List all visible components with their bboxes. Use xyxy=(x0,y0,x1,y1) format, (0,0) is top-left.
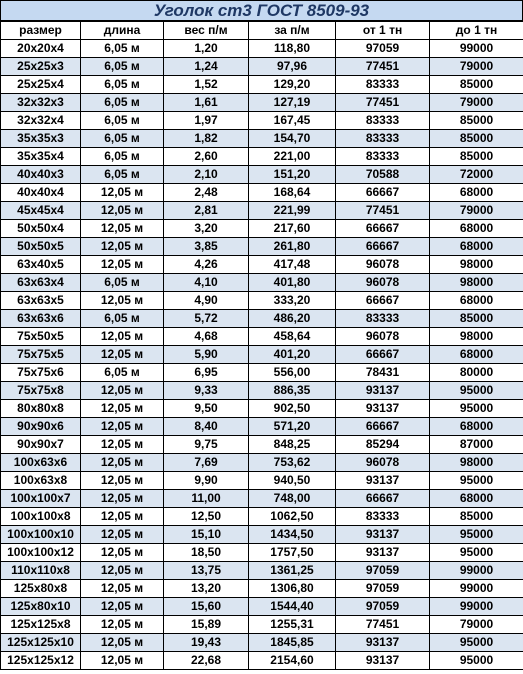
table-row xyxy=(1,364,523,382)
table-row xyxy=(1,130,523,148)
sheet-title: Уголок ст3 ГОСТ 8509-93 xyxy=(0,0,523,21)
cell-length: 12,05 м xyxy=(81,562,164,580)
column-header-weight: вес п/м xyxy=(164,22,249,40)
cell-price-per-meter: 401,80 xyxy=(249,274,336,292)
table-row xyxy=(1,274,523,292)
cell-weight: 4,10 xyxy=(164,274,249,292)
cell-price-from-1t: 93137 xyxy=(336,382,430,400)
cell-price-per-meter: 97,96 xyxy=(249,58,336,76)
column-header-price-from-1t: от 1 тн xyxy=(336,22,430,40)
cell-price-to-1t: 98000 xyxy=(430,274,523,292)
cell-length: 6,05 м xyxy=(81,40,164,58)
cell-price-per-meter: 1544,40 xyxy=(249,598,336,616)
cell-size: 63x63x5 xyxy=(1,292,81,310)
cell-price-from-1t: 77451 xyxy=(336,58,430,76)
table-row xyxy=(1,76,523,94)
cell-price-per-meter: 2154,60 xyxy=(249,652,336,670)
table-row xyxy=(1,202,523,220)
cell-size: 63x63x4 xyxy=(1,274,81,292)
cell-price-from-1t: 77451 xyxy=(336,616,430,634)
cell-length: 6,05 м xyxy=(81,76,164,94)
cell-price-from-1t: 93137 xyxy=(336,652,430,670)
cell-size: 63x40x5 xyxy=(1,256,81,274)
cell-price-to-1t: 85000 xyxy=(430,130,523,148)
cell-price-to-1t: 95000 xyxy=(430,544,523,562)
cell-price-from-1t: 83333 xyxy=(336,508,430,526)
cell-length: 12,05 м xyxy=(81,220,164,238)
cell-length: 6,05 м xyxy=(81,148,164,166)
cell-price-to-1t: 99000 xyxy=(430,562,523,580)
cell-price-per-meter: 401,20 xyxy=(249,346,336,364)
cell-length: 6,05 м xyxy=(81,58,164,76)
cell-weight: 15,89 xyxy=(164,616,249,634)
cell-size: 100x63x6 xyxy=(1,454,81,472)
cell-price-from-1t: 66667 xyxy=(336,292,430,310)
table-row xyxy=(1,346,523,364)
cell-price-per-meter: 1361,25 xyxy=(249,562,336,580)
cell-price-per-meter: 571,20 xyxy=(249,418,336,436)
cell-length: 6,05 м xyxy=(81,310,164,328)
table-body xyxy=(1,40,523,670)
cell-weight: 1,20 xyxy=(164,40,249,58)
cell-size: 125x125x10 xyxy=(1,634,81,652)
cell-length: 6,05 м xyxy=(81,130,164,148)
cell-price-per-meter: 748,00 xyxy=(249,490,336,508)
cell-size: 45x45x4 xyxy=(1,202,81,220)
cell-price-per-meter: 151,20 xyxy=(249,166,336,184)
cell-length: 6,05 м xyxy=(81,112,164,130)
table-row xyxy=(1,544,523,562)
cell-weight: 18,50 xyxy=(164,544,249,562)
table-row xyxy=(1,40,523,58)
cell-length: 12,05 м xyxy=(81,436,164,454)
cell-price-from-1t: 97059 xyxy=(336,562,430,580)
cell-price-per-meter: 261,80 xyxy=(249,238,336,256)
cell-length: 12,05 м xyxy=(81,544,164,562)
cell-price-from-1t: 66667 xyxy=(336,184,430,202)
cell-length: 12,05 м xyxy=(81,598,164,616)
cell-length: 12,05 м xyxy=(81,454,164,472)
cell-size: 125x80x8 xyxy=(1,580,81,598)
cell-size: 125x80x10 xyxy=(1,598,81,616)
cell-length: 12,05 м xyxy=(81,526,164,544)
cell-price-to-1t: 95000 xyxy=(430,652,523,670)
cell-price-per-meter: 753,62 xyxy=(249,454,336,472)
cell-length: 12,05 м xyxy=(81,238,164,256)
cell-price-from-1t: 83333 xyxy=(336,76,430,94)
cell-price-per-meter: 1062,50 xyxy=(249,508,336,526)
column-header-price-to-1t: до 1 тн xyxy=(430,22,523,40)
cell-weight: 4,68 xyxy=(164,328,249,346)
cell-price-to-1t: 99000 xyxy=(430,40,523,58)
cell-price-to-1t: 87000 xyxy=(430,436,523,454)
cell-size: 25x25x4 xyxy=(1,76,81,94)
cell-price-from-1t: 93137 xyxy=(336,526,430,544)
cell-price-to-1t: 79000 xyxy=(430,58,523,76)
cell-price-from-1t: 93137 xyxy=(336,472,430,490)
cell-size: 50x50x4 xyxy=(1,220,81,238)
cell-size: 80x80x8 xyxy=(1,400,81,418)
cell-size: 50x50x5 xyxy=(1,238,81,256)
cell-price-per-meter: 940,50 xyxy=(249,472,336,490)
cell-size: 90x90x7 xyxy=(1,436,81,454)
cell-price-per-meter: 129,20 xyxy=(249,76,336,94)
cell-price-to-1t: 68000 xyxy=(430,346,523,364)
table-row xyxy=(1,454,523,472)
cell-price-per-meter: 902,50 xyxy=(249,400,336,418)
cell-length: 12,05 м xyxy=(81,184,164,202)
cell-price-to-1t: 85000 xyxy=(430,310,523,328)
cell-price-per-meter: 1306,80 xyxy=(249,580,336,598)
cell-length: 12,05 м xyxy=(81,400,164,418)
column-header-length: длина xyxy=(81,22,164,40)
cell-weight: 3,85 xyxy=(164,238,249,256)
cell-length: 6,05 м xyxy=(81,94,164,112)
cell-weight: 13,75 xyxy=(164,562,249,580)
column-header-price-per-meter: за п/м xyxy=(249,22,336,40)
cell-price-to-1t: 85000 xyxy=(430,112,523,130)
table-row xyxy=(1,292,523,310)
cell-price-per-meter: 217,60 xyxy=(249,220,336,238)
cell-price-per-meter: 458,64 xyxy=(249,328,336,346)
cell-weight: 19,43 xyxy=(164,634,249,652)
cell-length: 12,05 м xyxy=(81,346,164,364)
cell-size: 40x40x3 xyxy=(1,166,81,184)
table-row xyxy=(1,400,523,418)
cell-length: 12,05 м xyxy=(81,256,164,274)
cell-weight: 6,95 xyxy=(164,364,249,382)
cell-size: 32x32x3 xyxy=(1,94,81,112)
cell-price-per-meter: 333,20 xyxy=(249,292,336,310)
cell-weight: 2,60 xyxy=(164,148,249,166)
cell-length: 12,05 м xyxy=(81,652,164,670)
cell-price-from-1t: 93137 xyxy=(336,544,430,562)
cell-price-to-1t: 68000 xyxy=(430,418,523,436)
cell-price-to-1t: 79000 xyxy=(430,616,523,634)
cell-price-per-meter: 848,25 xyxy=(249,436,336,454)
cell-price-from-1t: 83333 xyxy=(336,112,430,130)
table-row xyxy=(1,616,523,634)
cell-length: 6,05 м xyxy=(81,274,164,292)
cell-size: 75x75x8 xyxy=(1,382,81,400)
header-row xyxy=(1,22,523,40)
cell-weight: 4,26 xyxy=(164,256,249,274)
cell-size: 63x63x6 xyxy=(1,310,81,328)
cell-price-to-1t: 68000 xyxy=(430,292,523,310)
table-row xyxy=(1,148,523,166)
cell-price-per-meter: 221,99 xyxy=(249,202,336,220)
cell-price-per-meter: 556,00 xyxy=(249,364,336,382)
cell-price-from-1t: 77451 xyxy=(336,94,430,112)
table-row xyxy=(1,490,523,508)
table-row xyxy=(1,580,523,598)
cell-price-per-meter: 1434,50 xyxy=(249,526,336,544)
cell-length: 12,05 м xyxy=(81,616,164,634)
table-row xyxy=(1,220,523,238)
cell-size: 32x32x4 xyxy=(1,112,81,130)
cell-price-from-1t: 83333 xyxy=(336,148,430,166)
cell-length: 12,05 м xyxy=(81,328,164,346)
table-row xyxy=(1,112,523,130)
cell-weight: 2,48 xyxy=(164,184,249,202)
cell-weight: 1,24 xyxy=(164,58,249,76)
table-row xyxy=(1,58,523,76)
cell-price-from-1t: 97059 xyxy=(336,40,430,58)
cell-price-from-1t: 83333 xyxy=(336,130,430,148)
cell-price-from-1t: 96078 xyxy=(336,454,430,472)
cell-price-from-1t: 83333 xyxy=(336,310,430,328)
cell-size: 100x100x7 xyxy=(1,490,81,508)
cell-weight: 7,69 xyxy=(164,454,249,472)
cell-price-to-1t: 95000 xyxy=(430,382,523,400)
cell-price-from-1t: 97059 xyxy=(336,598,430,616)
table-row xyxy=(1,184,523,202)
cell-price-from-1t: 66667 xyxy=(336,490,430,508)
table-row xyxy=(1,436,523,454)
cell-price-per-meter: 118,80 xyxy=(249,40,336,58)
cell-price-per-meter: 1845,85 xyxy=(249,634,336,652)
cell-length: 12,05 м xyxy=(81,490,164,508)
table-row xyxy=(1,310,523,328)
cell-length: 6,05 м xyxy=(81,166,164,184)
cell-size: 20x20x4 xyxy=(1,40,81,58)
cell-weight: 9,75 xyxy=(164,436,249,454)
cell-size: 90x90x6 xyxy=(1,418,81,436)
cell-weight: 9,90 xyxy=(164,472,249,490)
table-row xyxy=(1,526,523,544)
cell-weight: 9,33 xyxy=(164,382,249,400)
table-row xyxy=(1,634,523,652)
cell-price-to-1t: 99000 xyxy=(430,580,523,598)
cell-length: 12,05 м xyxy=(81,634,164,652)
cell-price-from-1t: 66667 xyxy=(336,238,430,256)
cell-price-to-1t: 95000 xyxy=(430,472,523,490)
cell-price-to-1t: 80000 xyxy=(430,364,523,382)
price-table xyxy=(0,21,523,670)
cell-price-to-1t: 95000 xyxy=(430,634,523,652)
cell-price-from-1t: 66667 xyxy=(336,346,430,364)
cell-length: 12,05 м xyxy=(81,418,164,436)
cell-weight: 15,60 xyxy=(164,598,249,616)
cell-weight: 2,10 xyxy=(164,166,249,184)
cell-size: 125x125x12 xyxy=(1,652,81,670)
cell-weight: 5,90 xyxy=(164,346,249,364)
cell-price-to-1t: 68000 xyxy=(430,490,523,508)
cell-price-per-meter: 417,48 xyxy=(249,256,336,274)
cell-weight: 8,40 xyxy=(164,418,249,436)
cell-weight: 2,81 xyxy=(164,202,249,220)
cell-price-from-1t: 85294 xyxy=(336,436,430,454)
cell-length: 12,05 м xyxy=(81,472,164,490)
cell-weight: 3,20 xyxy=(164,220,249,238)
cell-size: 40x40x4 xyxy=(1,184,81,202)
cell-size: 100x63x8 xyxy=(1,472,81,490)
cell-price-from-1t: 66667 xyxy=(336,220,430,238)
cell-price-per-meter: 1757,50 xyxy=(249,544,336,562)
cell-size: 35x35x4 xyxy=(1,148,81,166)
cell-price-to-1t: 85000 xyxy=(430,76,523,94)
cell-price-from-1t: 96078 xyxy=(336,256,430,274)
cell-price-per-meter: 886,35 xyxy=(249,382,336,400)
cell-price-per-meter: 127,19 xyxy=(249,94,336,112)
cell-price-to-1t: 98000 xyxy=(430,454,523,472)
cell-price-per-meter: 221,00 xyxy=(249,148,336,166)
table-row xyxy=(1,598,523,616)
cell-length: 6,05 м xyxy=(81,364,164,382)
cell-price-from-1t: 93137 xyxy=(336,400,430,418)
cell-price-to-1t: 95000 xyxy=(430,400,523,418)
cell-price-to-1t: 68000 xyxy=(430,238,523,256)
table-row xyxy=(1,94,523,112)
table-row xyxy=(1,328,523,346)
cell-price-per-meter: 1255,31 xyxy=(249,616,336,634)
cell-price-to-1t: 79000 xyxy=(430,94,523,112)
cell-weight: 22,68 xyxy=(164,652,249,670)
cell-price-from-1t: 77451 xyxy=(336,202,430,220)
cell-size: 75x50x5 xyxy=(1,328,81,346)
cell-size: 75x75x5 xyxy=(1,346,81,364)
cell-size: 75x75x6 xyxy=(1,364,81,382)
cell-price-per-meter: 154,70 xyxy=(249,130,336,148)
table-row xyxy=(1,418,523,436)
cell-price-from-1t: 96078 xyxy=(336,274,430,292)
cell-price-from-1t: 70588 xyxy=(336,166,430,184)
table-row xyxy=(1,256,523,274)
cell-size: 25x25x3 xyxy=(1,58,81,76)
cell-length: 12,05 м xyxy=(81,580,164,598)
table-row xyxy=(1,562,523,580)
cell-weight: 1,61 xyxy=(164,94,249,112)
cell-price-from-1t: 78431 xyxy=(336,364,430,382)
cell-price-per-meter: 486,20 xyxy=(249,310,336,328)
cell-price-to-1t: 98000 xyxy=(430,256,523,274)
cell-size: 100x100x12 xyxy=(1,544,81,562)
cell-length: 12,05 м xyxy=(81,508,164,526)
cell-price-from-1t: 97059 xyxy=(336,580,430,598)
column-header-size: размер xyxy=(1,22,81,40)
cell-weight: 11,00 xyxy=(164,490,249,508)
cell-weight: 5,72 xyxy=(164,310,249,328)
cell-price-to-1t: 99000 xyxy=(430,598,523,616)
cell-price-to-1t: 85000 xyxy=(430,148,523,166)
cell-weight: 1,97 xyxy=(164,112,249,130)
cell-price-to-1t: 95000 xyxy=(430,526,523,544)
cell-price-from-1t: 93137 xyxy=(336,634,430,652)
table-row xyxy=(1,472,523,490)
cell-length: 12,05 м xyxy=(81,202,164,220)
cell-weight: 13,20 xyxy=(164,580,249,598)
cell-weight: 1,52 xyxy=(164,76,249,94)
cell-price-per-meter: 167,45 xyxy=(249,112,336,130)
cell-size: 125x125x8 xyxy=(1,616,81,634)
table-row xyxy=(1,166,523,184)
cell-length: 12,05 м xyxy=(81,382,164,400)
cell-price-from-1t: 66667 xyxy=(336,418,430,436)
table-row xyxy=(1,238,523,256)
cell-size: 110x110x8 xyxy=(1,562,81,580)
cell-size: 100x100x8 xyxy=(1,508,81,526)
cell-price-to-1t: 79000 xyxy=(430,202,523,220)
cell-price-to-1t: 85000 xyxy=(430,508,523,526)
cell-size: 35x35x3 xyxy=(1,130,81,148)
table-row xyxy=(1,382,523,400)
cell-price-from-1t: 96078 xyxy=(336,328,430,346)
cell-length: 12,05 м xyxy=(81,292,164,310)
cell-price-per-meter: 168,64 xyxy=(249,184,336,202)
table-row xyxy=(1,508,523,526)
cell-weight: 1,82 xyxy=(164,130,249,148)
cell-price-to-1t: 68000 xyxy=(430,184,523,202)
cell-price-to-1t: 68000 xyxy=(430,220,523,238)
cell-weight: 15,10 xyxy=(164,526,249,544)
cell-price-to-1t: 98000 xyxy=(430,328,523,346)
table-row xyxy=(1,652,523,670)
cell-weight: 12,50 xyxy=(164,508,249,526)
cell-price-to-1t: 72000 xyxy=(430,166,523,184)
cell-size: 100x100x10 xyxy=(1,526,81,544)
cell-weight: 9,50 xyxy=(164,400,249,418)
cell-weight: 4,90 xyxy=(164,292,249,310)
